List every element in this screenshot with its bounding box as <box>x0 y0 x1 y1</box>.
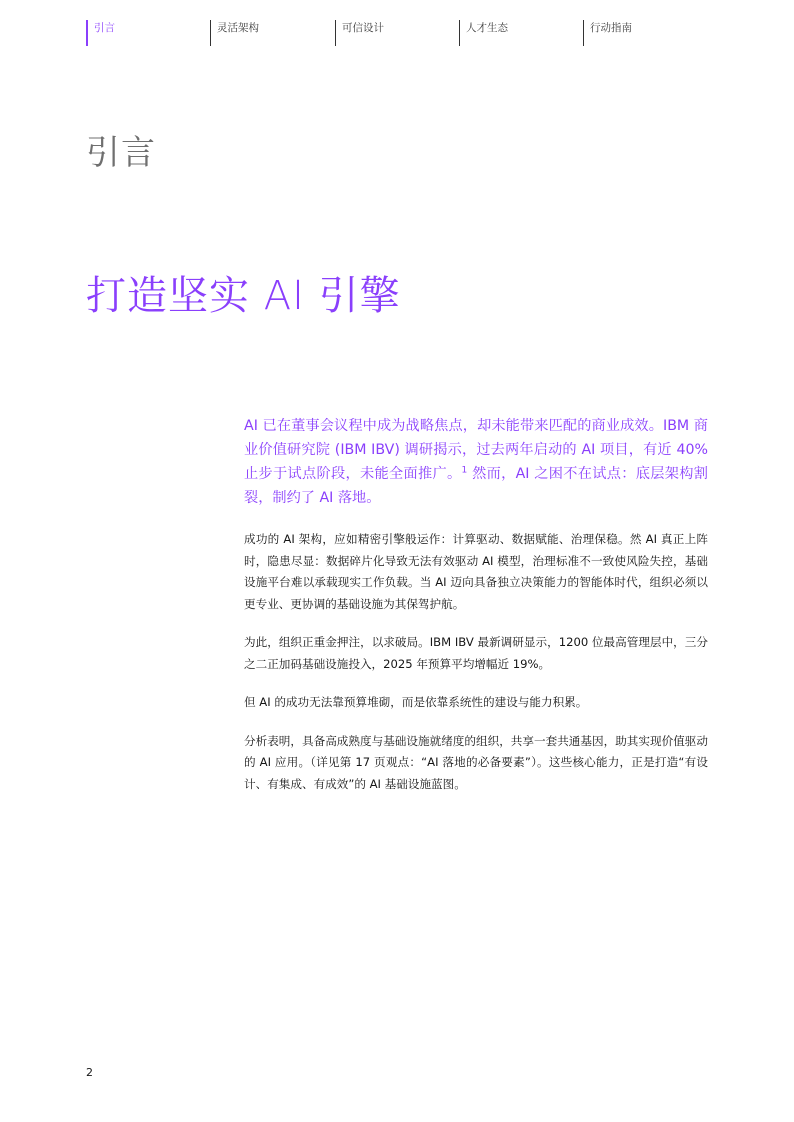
lead-text: AI 已在董事会议程中成为战略焦点，却未能带来匹配的商业成效。IBM 商业价值研究院 (IBM IBV) 调研揭示，过去两年启动的 AI 项目，有近 40% 止步于试点阶段，未能全面推广。 <box>244 418 708 482</box>
nav-tab-flexible-architecture[interactable] <box>210 20 259 46</box>
nav-tab-label: 可信设计 <box>342 22 384 34</box>
body-paragraph-4: 分析表明，具备高成熟度与基础设施就绪度的组织，共享一套共通基因，助其实现价值驱动的 AI 应用。（详见第 17 页观点：“AI 落地的必备要素”）。这些核心能力，正是打造“有设计、有集成、有成效”的 AI 基础设施蓝图。 <box>244 733 708 791</box>
body-paragraph-2: 为此，组织正重金押注，以求破局。IBM IBV 最新调研显示，1200 位最高管理层中，三分之二正加码基础设施投入，2025 年预算平均增幅近 19%。 <box>244 635 708 671</box>
lead-paragraph <box>244 414 708 510</box>
section-title: 引言 <box>86 133 156 173</box>
article-body <box>244 414 708 812</box>
page-title: 打造坚实 AI 引擎 <box>86 273 401 319</box>
nav-tab-talent-ecosystem[interactable] <box>459 20 508 46</box>
body-paragraph-3: 但 AI 的成功无法靠预算堆砌，而是依靠系统性的建设与能力积累。 <box>244 695 588 709</box>
nav-tab-action-guide[interactable] <box>583 20 632 46</box>
nav-tab-label: 人才生态 <box>466 22 508 34</box>
nav-tab-label: 灵活架构 <box>217 22 259 34</box>
page-number: 2 <box>86 1066 93 1079</box>
nav-tab-intro[interactable] <box>86 20 115 46</box>
footnote-marker[interactable]: 1 <box>461 465 468 476</box>
nav-tab-label: 行动指南 <box>590 22 632 34</box>
nav-tab-label: 引言 <box>94 22 115 34</box>
nav-tab-trusted-design[interactable] <box>335 20 384 46</box>
lead-text-continued: 然而，AI 之困不在试点：底层架构割裂，制约了 AI 落地。 <box>244 466 708 506</box>
body-paragraph-1: 成功的 AI 架构，应如精密引擎般运作：计算驱动、数据赋能、治理保稳。然 AI 真正上阵时，隐患尽显：数据碎片化导致无法有效驱动 AI 模型，治理标准不一致使风险失控，基础设施平台难以承载现实工作负载。当 AI 迈向具备独立决策能力的智能体时代，组织必须以更专业、更协调的基础设施为其保驾护航。 <box>244 532 708 611</box>
top-navigation <box>86 20 726 48</box>
